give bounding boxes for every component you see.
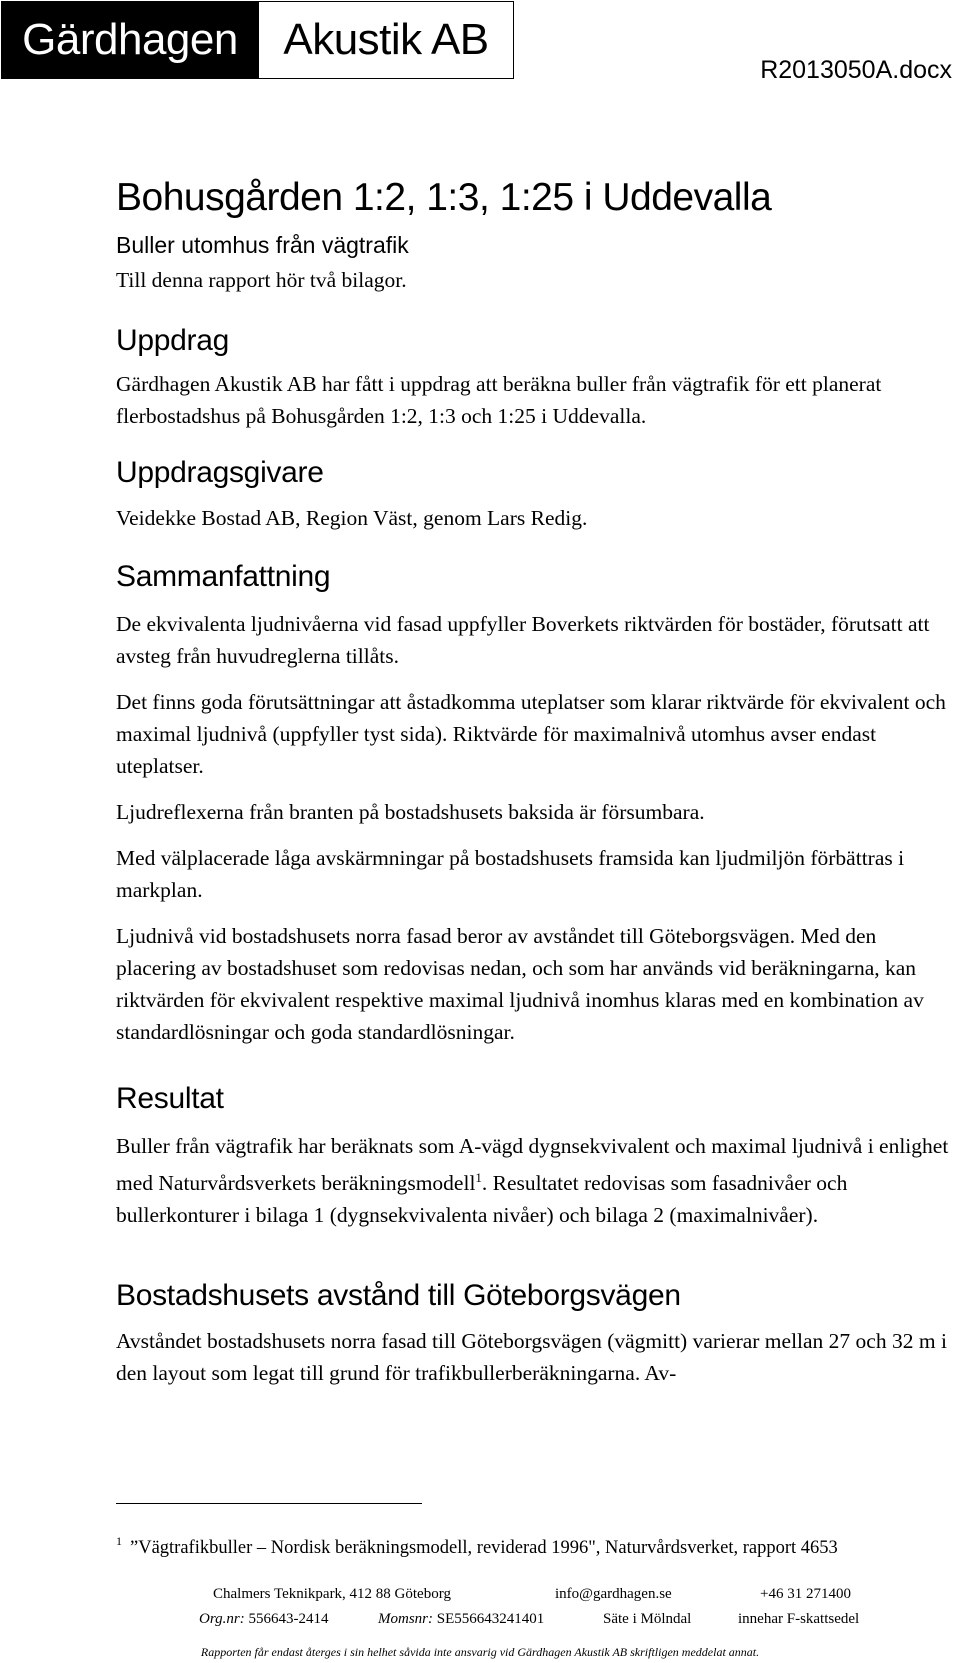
footnote-separator [116,1503,422,1504]
report-title: Bohusgården 1:2, 1:3, 1:25 i Uddevalla [116,176,772,219]
momsnr-value: SE556643241401 [436,1611,545,1627]
sammanfattning-paragraph-5: Ljudnivå vid bostadshusets norra fasad beror av avståndet till Göteborgsvägen. Med den placering av bostadshuset som redovisas nedan, och som har används vid beräkningarna, kan riktvärden för ekvivalent respektive maximal ljudnivå inomhus klaras med en kombination av standardlösningar och goda standardlösningar. [116,924,924,1044]
intro-text: Till denna rapport hör två bilagor. [116,268,407,292]
logo-right-block: Akustik AB [259,1,514,79]
heading-resultat: Resultat [116,1082,224,1115]
uppdragsgivare-paragraph: Veidekke Bostad AB, Region Väst, genom Lars Redig. [116,506,588,530]
resultat-text-after: . Resultatet redovisas som fasadnivåer och bullerkonturer i bilaga 1 (dygnsekvivalenta nivåer) och bilaga 2 (maximalnivåer). [116,1171,848,1228]
footer-tax: innehar F-skattsedel [738,1611,860,1627]
footer-momsnr [378,1611,544,1628]
footnote-text: ”Vägtrafikbuller – Nordisk beräkningsmodell, reviderad 1996", Naturvårdsverket, rapport 4653 [130,1538,838,1558]
orgnr-value: 556643-2414 [248,1611,329,1627]
footer-disclaimer: Rapporten får endast återges i sin helhet såvida inte ansvarig vid Gärdhagen Akustik AB skriftligen meddelat annat. [200,1645,760,1659]
footnote-mark: 1 [116,1534,122,1548]
orgnr-label: Org.nr: [199,1611,245,1627]
sammanfattning-paragraph-3: Ljudreflexerna från branten på bostadshusets baksida är försumbara. [116,800,705,824]
sammanfattning-paragraph-2: Det finns goda förutsättningar att åstadkomma uteplatser som klarar riktvärde för ekvivalent och maximal ljudnivå (uppfyller tyst sida). Riktvärde för maximalnivå utomhus avser endast uteplatser. [116,690,946,778]
footer-email[interactable]: info@gardhagen.se [555,1586,672,1602]
resultat-text-before: Buller från vägtrafik har beräknats som A-vägd dygnsekvivalent och maximal ljudnivå i enlighet med Naturvårdsverkets beräkningsmodell [116,1134,949,1196]
sammanfattning-paragraph-1: De ekvivalenta ljudnivåerna vid fasad uppfyller Boverkets riktvärden för bostäder, förutsatt att avsteg från huvudreglerna tillåts. [116,612,930,668]
document-reference: R2013050A.docx [760,56,952,84]
footer-orgnr [199,1611,328,1628]
uppdrag-paragraph: Gärdhagen Akustik AB har fått i uppdrag att beräkna buller från vägtrafik för ett planerat flerbostadshus på Bohusgården 1:2, 1:3 och 1:25 i Uddevalla. [116,372,882,428]
footnote-reference: 1 [475,1170,482,1185]
footnote [116,1529,954,1560]
logo-left-block: Gärdhagen [1,1,259,79]
footer-seat: Säte i Mölndal [603,1611,692,1627]
heading-uppdragsgivare: Uppdragsgivare [116,456,324,489]
footer-address: Chalmers Teknikpark, 412 88 Göteborg [213,1586,451,1602]
sammanfattning-paragraph-4: Med välplacerade låga avskärmningar på bostadshusets framsida kan ljudmiljön förbättras i markplan. [116,846,905,902]
resultat-paragraph [116,1130,954,1231]
footer-phone: +46 31 271400 [760,1586,851,1602]
company-logo [1,1,514,79]
heading-uppdrag: Uppdrag [116,324,229,357]
report-subtitle: Buller utomhus från vägtrafik [116,232,409,258]
avstand-paragraph: Avståndet bostadshusets norra fasad till Göteborgsvägen (vägmitt) varierar mellan 27 och 32 m i den layout som legat till grund för trafikbullerberäkningarna. Av- [116,1329,947,1386]
momsnr-label: Momsnr: [378,1611,433,1627]
heading-avstand: Bostadshusets avstånd till Göteborgsvägen [116,1279,681,1313]
report-body [116,170,954,1389]
heading-sammanfattning: Sammanfattning [116,560,331,593]
